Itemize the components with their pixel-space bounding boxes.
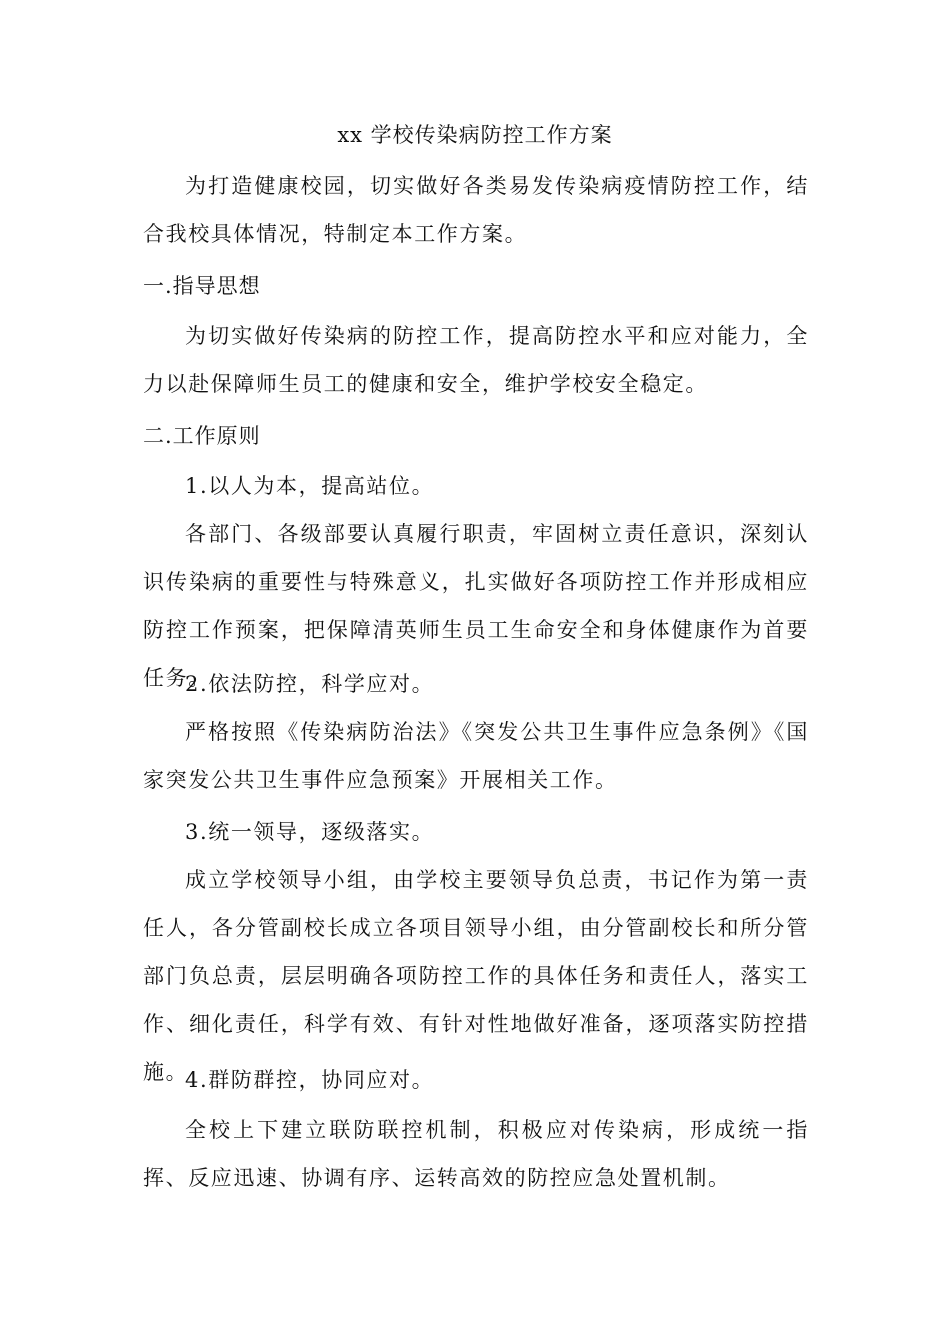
document-title: xx 学校传染病防控工作方案 — [337, 123, 613, 147]
principle-4-paragraph: 全校上下建立联防联控机制，积极应对传染病，形成统一指挥、反应迅速、协调有序、运转高效的防控应急处置机制。 — [143, 1118, 809, 1190]
principle-3-paragraph: 成立学校领导小组，由学校主要领导负总责，书记作为第一责任人，各分管副校长成立各项目领导小组，由分管副校长和所分管部门负总责，层层明确各项防控工作的具体任务和责任人，落实工作、细化责任，科学有效、有针对性地做好准备，逐项落实防控措施。 — [143, 868, 809, 1084]
guiding-ideology-paragraph: 为切实做好传染病的防控工作，提高防控水平和应对能力，全力以赴保障师生员工的健康和安全，维护学校安全稳定。 — [143, 324, 809, 396]
section-heading-work-principles: 二.工作原则 — [143, 424, 261, 448]
principle-2-heading: 2.依法防控，科学应对。 — [185, 672, 435, 696]
principle-1-paragraph: 各部门、各级部要认真履行职责，牢固树立责任意识，深刻认识传染病的重要性与特殊意义，扎实做好各项防控工作并形成相应防控工作预案，把保障清英师生员工生命安全和身体健康作为首要任务。 — [143, 522, 809, 690]
principle-1-heading: 1.以人为本，提高站位。 — [185, 474, 435, 498]
principle-2-paragraph: 严格按照《传染病防治法》《突发公共卫生事件应急条例》《国家突发公共卫生事件应急预案》开展相关工作。 — [143, 720, 809, 792]
principle-3-heading: 3.统一领导，逐级落实。 — [185, 820, 435, 844]
intro-paragraph: 为打造健康校园，切实做好各类易发传染病疫情防控工作，结合我校具体情况，特制定本工作方案。 — [143, 174, 809, 246]
section-heading-guiding-ideology: 一.指导思想 — [143, 274, 261, 298]
principle-4-heading: 4.群防群控，协同应对。 — [185, 1068, 435, 1092]
